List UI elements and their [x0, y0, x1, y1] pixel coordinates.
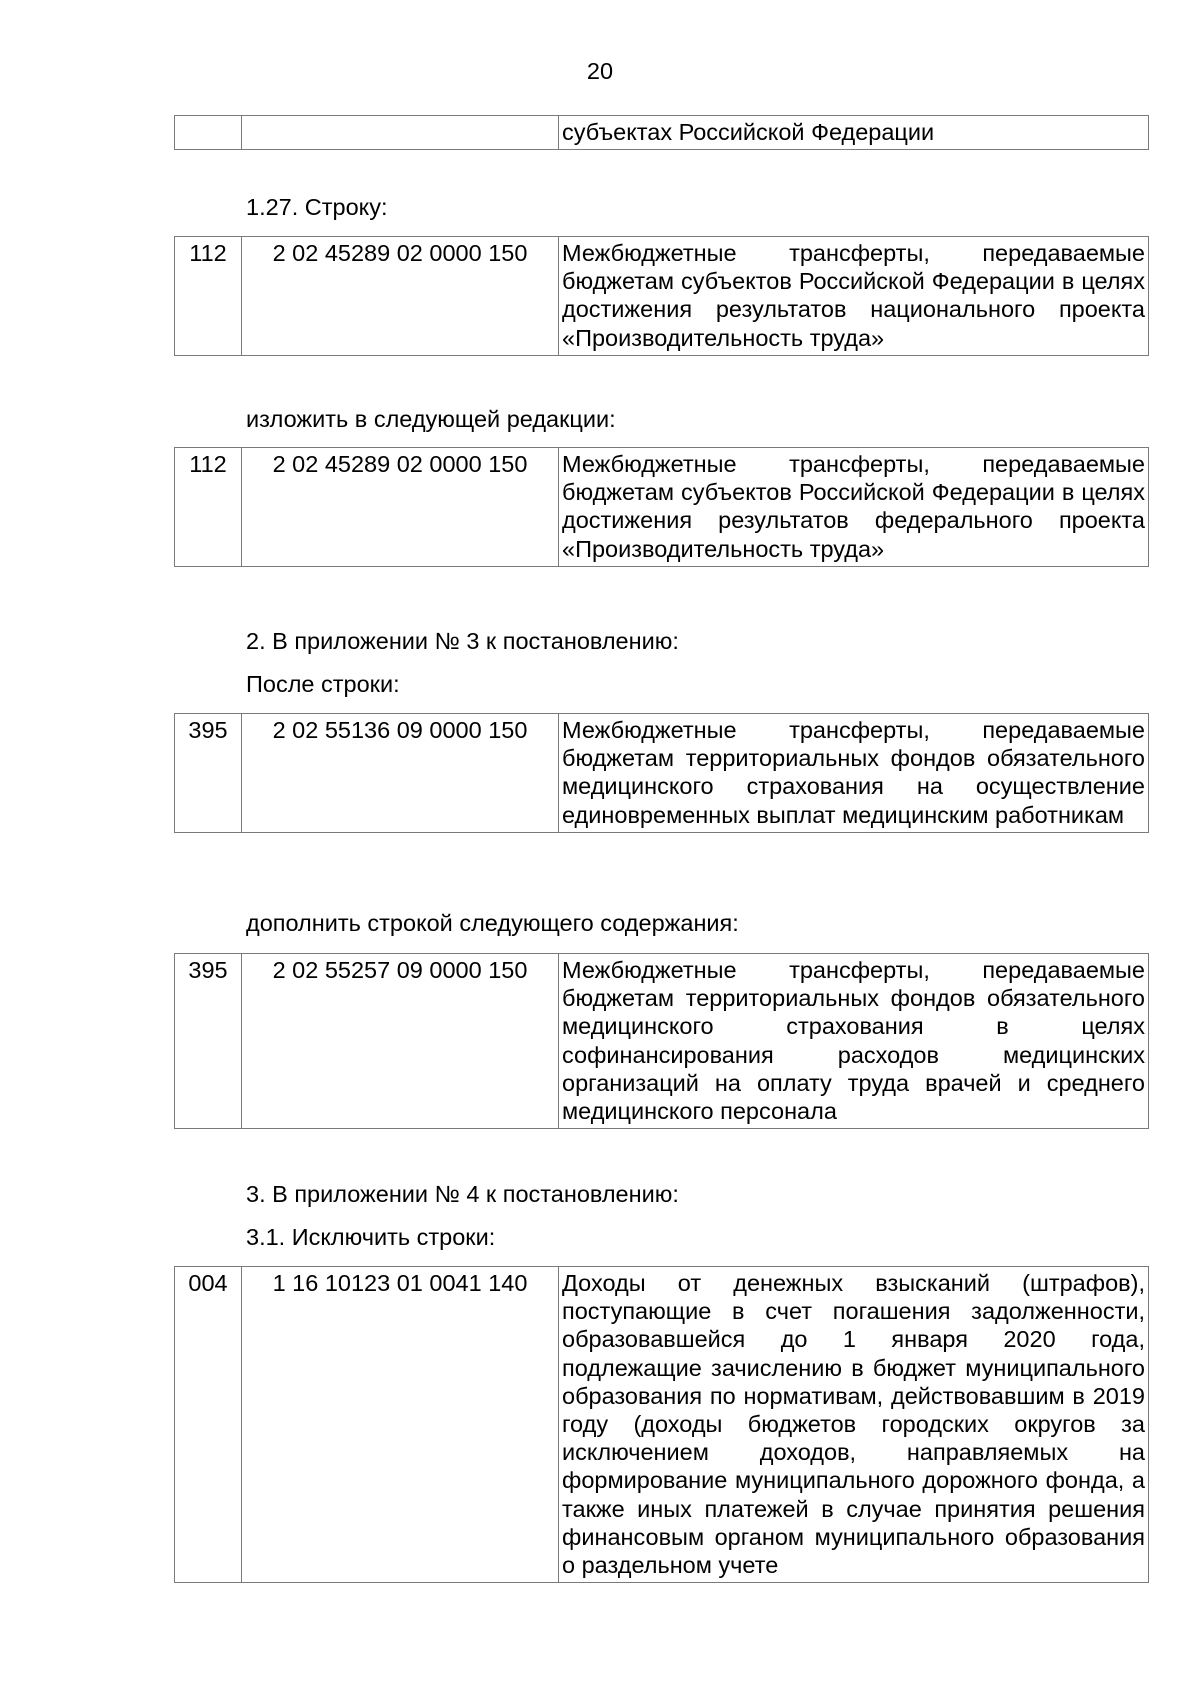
kbk-cell: 1 16 10123 01 0041 140	[242, 1267, 559, 1583]
description-cell: Межбюджетные трансферты, передаваемые бюджетам субъектов Российской Федерации в целях достижения результатов национального проекта «Производительность труда»	[559, 237, 1149, 356]
kbk-cell: 2 02 55257 09 0000 150	[242, 954, 559, 1129]
table-row	[175, 954, 1149, 1129]
table-row	[175, 448, 1149, 567]
description-cell: Доходы от денежных взысканий (штрафов), поступающие в счет погашения задолженности, образовавшейся до 1 января 2020 года, подлежащие зачислению в бюджет муниципального образования по нормативам, действовавшим в 2019 году (доходы бюджетов городских округов за исключением доходов, направляемых на формирование муниципального дорожного фонда, а также иных платежей в случае принятия решения финансовым органом муниципального образования о раздельном учете	[559, 1267, 1149, 1583]
paragraph-appendix-4: 3. В приложении № 4 к постановлению:	[246, 1181, 679, 1207]
page-number: 20	[586, 58, 614, 84]
table-excluded-row	[174, 1266, 1149, 1583]
paragraph-restate: изложить в следующей редакции:	[246, 406, 616, 432]
table-new-row	[174, 447, 1149, 567]
kbk-cell: 2 02 45289 02 0000 150	[242, 237, 559, 356]
description-cell: субъектах Российской Федерации	[559, 116, 1149, 150]
table-after-row	[174, 713, 1149, 833]
table-row	[175, 1267, 1149, 1583]
paragraph-exclude-rows: 3.1. Исключить строки:	[246, 1224, 496, 1250]
description-cell: Межбюджетные трансферты, передаваемые бюджетам территориальных фондов обязательного медицинского страхования в целях софинансирования расходов медицинских организаций на оплату труда врачей и среднего медицинского персонала	[559, 954, 1149, 1129]
kbk-cell: 2 02 45289 02 0000 150	[242, 448, 559, 567]
paragraph-add-row: дополнить строкой следующего содержания:	[246, 910, 739, 936]
table-added-row	[174, 953, 1149, 1129]
code-cell: 004	[175, 1267, 242, 1583]
table-row-continuation	[174, 115, 1149, 150]
paragraph-1-27: 1.27. Строку:	[246, 194, 388, 220]
paragraph-after-row: После строки:	[246, 671, 400, 697]
table-original-row	[174, 236, 1149, 356]
code-cell	[175, 116, 242, 150]
code-cell: 112	[175, 448, 242, 567]
description-cell: Межбюджетные трансферты, передаваемые бюджетам субъектов Российской Федерации в целях достижения результатов федерального проекта «Производительность труда»	[559, 448, 1149, 567]
code-cell: 395	[175, 954, 242, 1129]
paragraph-appendix-3: 2. В приложении № 3 к постановлению:	[246, 628, 679, 654]
code-cell: 112	[175, 237, 242, 356]
code-cell: 395	[175, 714, 242, 833]
table-row	[175, 237, 1149, 356]
kbk-cell: 2 02 55136 09 0000 150	[242, 714, 559, 833]
table-row	[175, 116, 1149, 150]
description-cell: Межбюджетные трансферты, передаваемые бюджетам территориальных фондов обязательного медицинского страхования на осуществление единовременных выплат медицинским работникам	[559, 714, 1149, 833]
kbk-cell	[242, 116, 559, 150]
table-row	[175, 714, 1149, 833]
